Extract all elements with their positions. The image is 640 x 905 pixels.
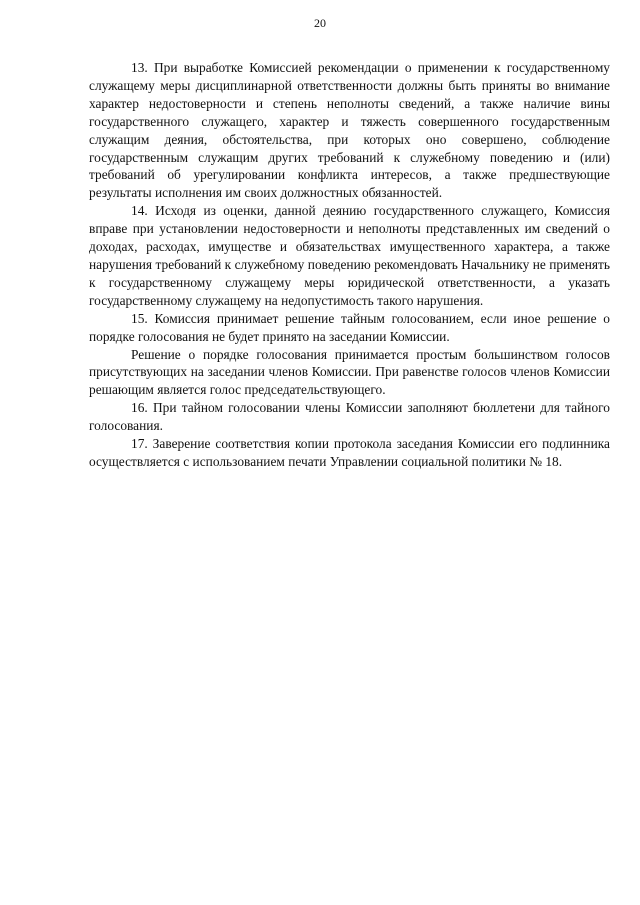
page-number: 20 xyxy=(314,16,326,30)
paragraph-17: 17. Заверение соответствия копии протокола заседания Комиссии его подлинника осуществляется с использованием печати Управлении социальной политики № 18. xyxy=(89,436,610,469)
paragraph-13: 13. При выработке Комиссией рекомендации о применении к государственному служащему меры дисциплинарной ответственности должны быть приняты во внимание характер недостоверности и степень неполноты сведений, а также наличие вины государственного служащего, характер и тяжесть совершенного государственным служащим деяния, обстоятельства, при которых оно совершено, соблюдение государственным служащим других требований к служебному поведению и (или) требований об урегулировании конфликта интересов, а также предшествующие результаты исполнения им своих должностных обязанностей. xyxy=(89,60,610,201)
document-body xyxy=(89,59,610,471)
paragraph-16: 16. При тайном голосовании члены Комиссии заполняют бюллетени для тайного голосования. xyxy=(89,400,610,434)
paragraph-15: 15. Комиссия принимает решение тайным голосованием, если иное решение о порядке голосования не будет принято на заседании Комиссии. xyxy=(89,310,610,344)
paragraph-14: 14. Исходя из оценки, данной деянию государственного служащего, Комиссия вправе при установлении недостоверности и неполноты представленных им сведений о доходах, расходах, имуществе и обязательствах имущественного характера, а также нарушения требований к служебному поведению рекомендовать Начальнику не применять к государственному служащему меры юридической ответственности, а указать государственному служащему на недопустимость такого нарушения. xyxy=(89,203,610,308)
paragraph-15-continued: Решение о порядке голосования принимается простым большинством голосов присутствующих на заседании членов Комиссии. При равенстве голосов членов Комиссии решающим является голос председательствующего. xyxy=(89,346,610,398)
